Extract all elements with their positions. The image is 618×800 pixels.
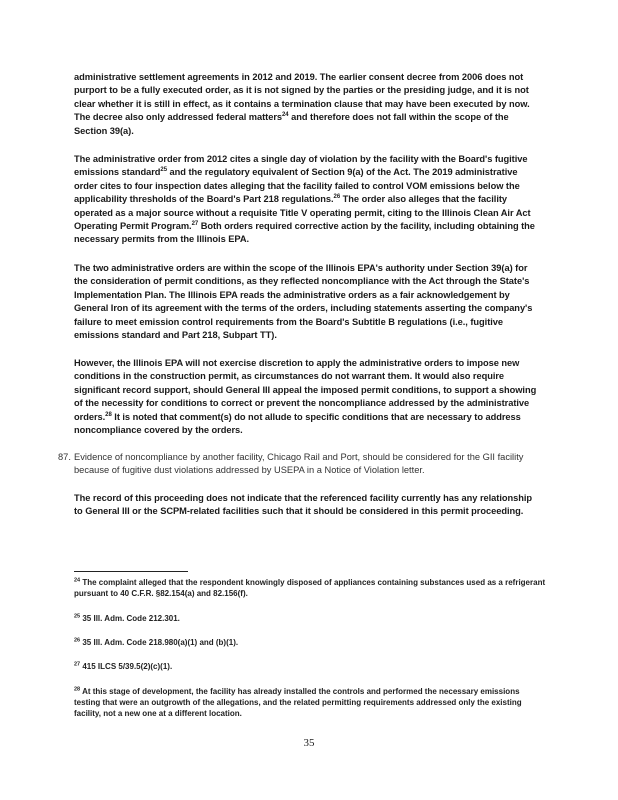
footnote-mark: 25	[74, 613, 81, 620]
paragraph-text-rest: It is noted that comment(s) do not allude to specific conditions that are necessary to address noncompliance covered by the orders.	[74, 411, 521, 436]
footnote-26	[74, 637, 546, 648]
footnote-ref-26: 26	[333, 194, 341, 201]
footnote-mark: 26	[74, 637, 81, 644]
footnote-mark: 28	[74, 686, 81, 693]
footnote-divider	[74, 571, 188, 572]
footnote-ref-25: 25	[160, 167, 167, 174]
footnote-ref-24: 24	[282, 112, 289, 119]
comment-number: 87.	[58, 452, 71, 462]
footnote-text: 35 Ill. Adm. Code 218.980(a)(1) and (b)(1).	[82, 638, 239, 647]
paragraph-consent-decree	[74, 71, 542, 138]
page-number: 35	[303, 737, 315, 749]
paragraph-text: administrative settlement agreements in 2012 and 2019. The earlier consent decree from 2006 does not purport to be a fully executed order, as it is not signed by the parties or the presiding judge, and it is not clear whether it is still in effect, as it contains a termination clause that may have been executed by now. The decree also only addressed federal matters	[74, 72, 530, 123]
paragraph-text-mid2: The order also alleges that the facility operated as a major source without a requisite Title V operating permit, citing to the Illinois Clean Air Act Operating Permit Program.	[74, 194, 531, 232]
paragraph-response-87	[74, 492, 542, 519]
paragraph-scope	[74, 262, 542, 342]
footnote-text: 415 ILCS 5/39.5(2)(c)(1).	[82, 662, 173, 671]
paragraph-text-rest: and therefore does not fall within the scope of the Section 39(a).	[74, 112, 509, 136]
paragraph-discretion	[74, 357, 542, 437]
paragraph-text: However, the Illinois EPA will not exercise discretion to apply the administrative orders to impose new conditions in the construction permit, as circumstances do not warrant them. It would also require significant record support, should General III appeal the imposed permit conditions, to support a showing of the necessity for conditions to correct or prevent the noncompliance addressed by the administrative orders.	[74, 358, 537, 422]
footnote-27	[74, 661, 546, 672]
paragraph-2012-order	[74, 153, 542, 247]
footnote-ref-28: 28	[105, 411, 112, 418]
footnote-ref-27: 27	[191, 220, 199, 227]
comment-text: Evidence of noncompliance by another facility, Chicago Rail and Port, should be considered for the GII facility because of fugitive dust violations addressed by USEPA in a Notice of Violation letter.	[74, 452, 524, 476]
footnote-28	[74, 686, 546, 719]
paragraph-text-mid1: and the regulatory equivalent of Section 9(a) of the Act. The 2019 administrative order cites to four inspection dates alleging that the facility failed to control VOM emissions below the applicability thresholds of the Board's Part 218 regulations.	[74, 167, 520, 205]
paragraph-text: The administrative order from 2012 cites a single day of violation by the facility with the Board's fugitive emissions standard	[74, 154, 528, 178]
footnote-mark: 24	[74, 577, 81, 584]
footnote-text: The complaint alleged that the respondent knowingly disposed of appliances containing substances used as a refrigerant pursuant to 40 C.F.R. §82.154(a) and 82.156(f).	[74, 578, 546, 598]
footnote-text: 35 Ill. Adm. Code 212.301.	[82, 614, 180, 623]
footnote-mark: 27	[74, 661, 81, 668]
footnote-text: At this stage of development, the facility has already installed the controls and performed the necessary emissions testing that were an outgrowth of the allegations, and the related permitting requirements addressed only the existing facility, not a new one at a different location.	[74, 687, 522, 718]
paragraph-text-rest: Both orders required corrective action by the facility, including obtaining the necessary permits from the Illinois EPA.	[74, 221, 535, 245]
paragraph-text: The record of this proceeding does not indicate that the referenced facility currently has any relationship to General III or the SCPM-related facilities such that it should be considered in this permit proceeding.	[74, 493, 533, 517]
footnote-24	[74, 577, 546, 599]
footnote-25	[74, 613, 546, 624]
paragraph-text: The two administrative orders are within the scope of the Illinois EPA's authority under Section 39(a) for the consideration of permit conditions, as they reflected noncompliance with the Act through the State's Implementation Plan. The Illinois EPA reads the administrative orders as a fair acknowledgement by General Iron of its agreement with the terms of the orders, including statements asserting the company's failure to meet emission control requirements from the Board's Subtitle B regulations (i.e., fugitive emissions standard and Part 218, Subpart TT).	[74, 263, 533, 341]
